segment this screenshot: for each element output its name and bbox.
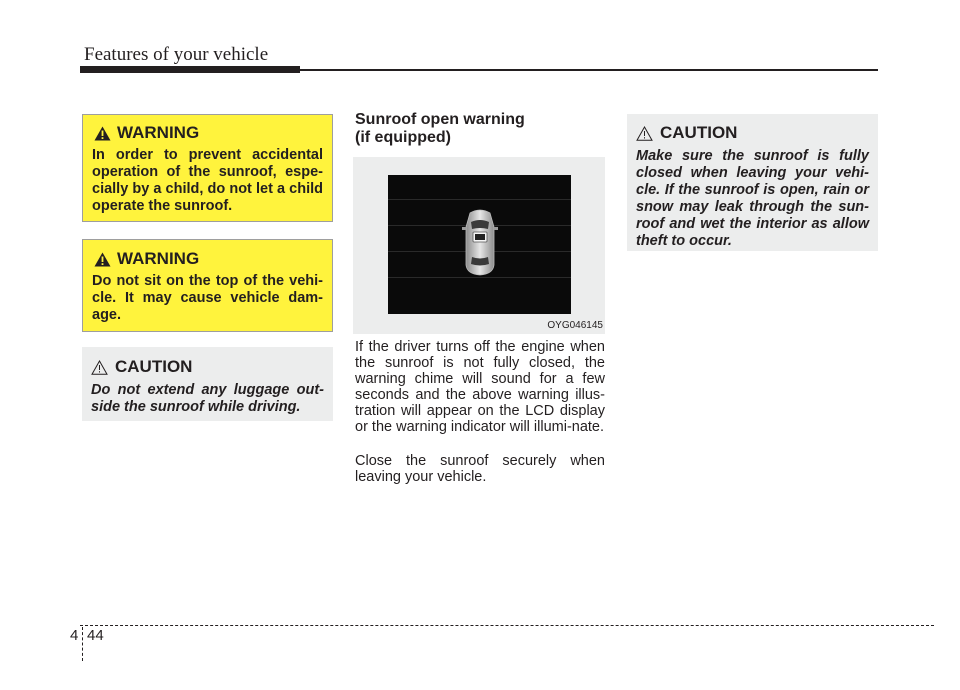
caution-heading bbox=[636, 123, 869, 143]
warning-triangle-icon bbox=[94, 126, 111, 141]
car-top-view-sunroof-icon bbox=[460, 207, 500, 277]
warning-heading-label: WARNING bbox=[117, 249, 200, 268]
caution-heading-label: CAUTION bbox=[115, 357, 193, 376]
warning-heading-label: WARNING bbox=[117, 123, 200, 142]
warning-heading bbox=[92, 249, 323, 269]
warning-text: Do not sit on the top of the vehi-cle. It may cause vehicle dam-age. bbox=[92, 273, 323, 323]
caution-text: Make sure the sunroof is fully closed when leaving your vehi-cle. If the sunroof is open, rain or snow may leak through the sun-roof and wet the interior as allow theft to occur. bbox=[636, 148, 869, 249]
warning-box-child-operation bbox=[82, 114, 333, 222]
screen-divider-line bbox=[388, 277, 571, 278]
caution-heading bbox=[91, 357, 324, 377]
page-header-title: Features of your vehicle bbox=[84, 44, 269, 65]
chapter-number: 4 bbox=[70, 627, 79, 644]
figure-code: OYG046145 bbox=[547, 320, 603, 331]
caution-heading-label: CAUTION bbox=[660, 123, 738, 142]
header-rule bbox=[300, 69, 878, 71]
lcd-screen bbox=[388, 175, 571, 314]
screen-divider-line bbox=[388, 199, 571, 200]
caution-box-luggage bbox=[82, 347, 333, 421]
caution-triangle-icon bbox=[636, 126, 653, 141]
header-bar bbox=[80, 66, 300, 73]
lcd-illustration-figure bbox=[353, 157, 605, 334]
warning-text: In order to prevent accidental operation of the sunroof, espe-cially by a child, do not let a child operate the sunroof. bbox=[92, 147, 323, 214]
paragraph-close-sunroof: Close the sunroof securely when leaving your vehicle. bbox=[355, 453, 605, 485]
caution-text: Do not extend any luggage out-side the sunroof while driving. bbox=[91, 382, 324, 415]
section-title: Sunroof open warning (if equipped) bbox=[355, 111, 525, 146]
warning-triangle-icon bbox=[94, 252, 111, 267]
footer-divider bbox=[82, 627, 83, 661]
paragraph-warning-description: If the driver turns off the engine when the sunroof is not fully closed, the warning chime will sound for a few seconds and the above warning illus-tration will appear on the LCD display or the warning indicator will illumi-nate. bbox=[355, 339, 605, 435]
caution-triangle-icon bbox=[91, 360, 108, 375]
warning-heading bbox=[92, 123, 323, 143]
page-number: 44 bbox=[87, 627, 104, 644]
caution-box-sunroof-closed bbox=[627, 114, 878, 251]
footer-rule bbox=[80, 625, 934, 626]
warning-box-sit-on-top bbox=[82, 239, 333, 332]
